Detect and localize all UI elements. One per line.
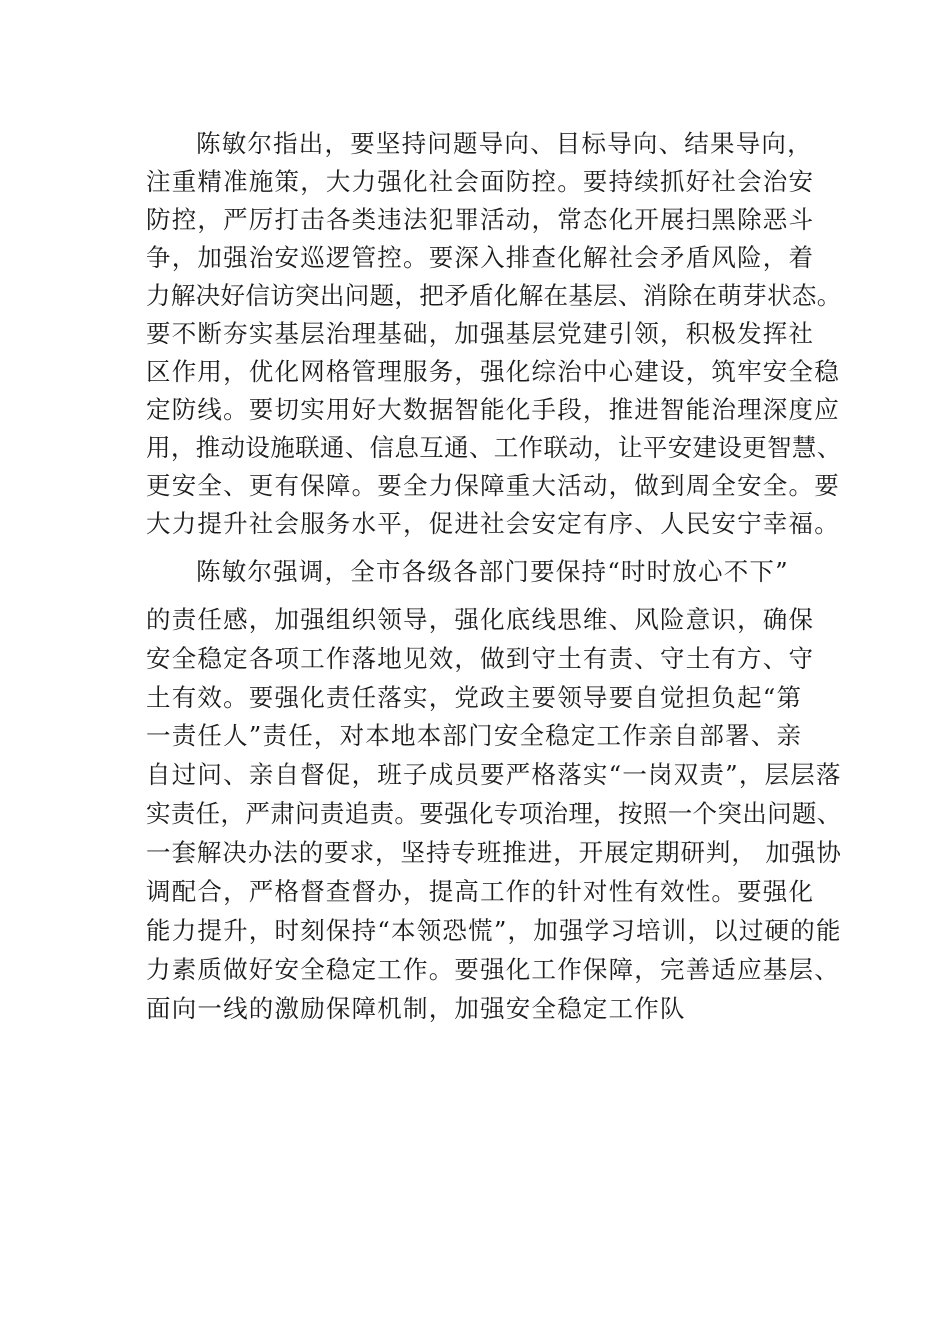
paragraph-line: 防控，严厉打击各类违法犯罪活动，常态化开展扫黑除恶斗	[146, 205, 815, 234]
paragraph-line: 力解决好信访突出问题，把矛盾化解在基层、消除在萌芽状态。	[146, 281, 842, 310]
paragraph-line: 能力提升，时刻保持“本领恐慌”，加强学习培训，以过硬的能	[146, 916, 842, 945]
paragraph-line: 注重精准施策，大力强化社会面防控。要持续抓好社会治安	[146, 167, 815, 196]
paragraph-line: 安全稳定各项工作落地见效，做到守土有责、守土有方、守	[146, 644, 815, 673]
paragraph-line: 要不断夯实基层治理基础，加强基层党建引领，积极发挥社	[146, 319, 815, 348]
paragraph-line: 自过问、亲自督促，班子成员要严格落实“一岗双责”，层层落	[146, 760, 842, 789]
paragraph-line: 定防线。要切实用好大数据智能化手段，推进智能治理深度应	[146, 395, 840, 424]
paragraph-line: 实责任，严肃问责追责。要强化专项治理，按照一个突出问题、	[146, 799, 842, 828]
paragraph-line: 陈敏尔指出，要坚持问题导向、目标导向、结果导向，	[196, 129, 813, 158]
paragraph-line: 更安全、更有保障。要全力保障重大活动，做到周全安全。要	[146, 471, 840, 500]
paragraph-line: 力素质做好安全稳定工作。要强化工作保障，完善适应基层、	[146, 955, 840, 984]
paragraph-line: 区作用，优化网格管理服务，强化综治中心建设，筑牢安全稳	[146, 357, 840, 386]
paragraph-line: 一责任人”责任，对本地本部门安全稳定工作亲自部署、亲	[146, 721, 803, 750]
paragraph-line: 土有效。要强化责任落实，党政主要领导要自觉担负起“第	[146, 683, 803, 712]
paragraph-line: 用，推动设施联通、信息互通、工作联动，让平安建设更智慧、	[146, 433, 842, 462]
paragraph-line: 一套解决办法的要求，坚持专班推进，开展定期研判， 加强协	[146, 838, 842, 867]
paragraph-line: 大力提升社会服务水平，促进社会安定有序、人民安宁幸福。	[146, 509, 840, 538]
paragraph-line: 调配合，严格督查督办，提高工作的针对性有效性。要强化	[146, 877, 815, 906]
paragraph-line: 陈敏尔强调，全市各级各部门要保持“时时放心不下”	[196, 557, 789, 586]
paragraph-line: 的责任感，加强组织领导，强化底线思维、风险意识，确保	[146, 605, 815, 634]
paragraph-line: 面向一线的激励保障机制，加强安全稳定工作队	[146, 994, 686, 1023]
paragraph-line: 争，加强治安巡逻管控。要深入排查化解社会矛盾风险，着	[146, 243, 815, 272]
